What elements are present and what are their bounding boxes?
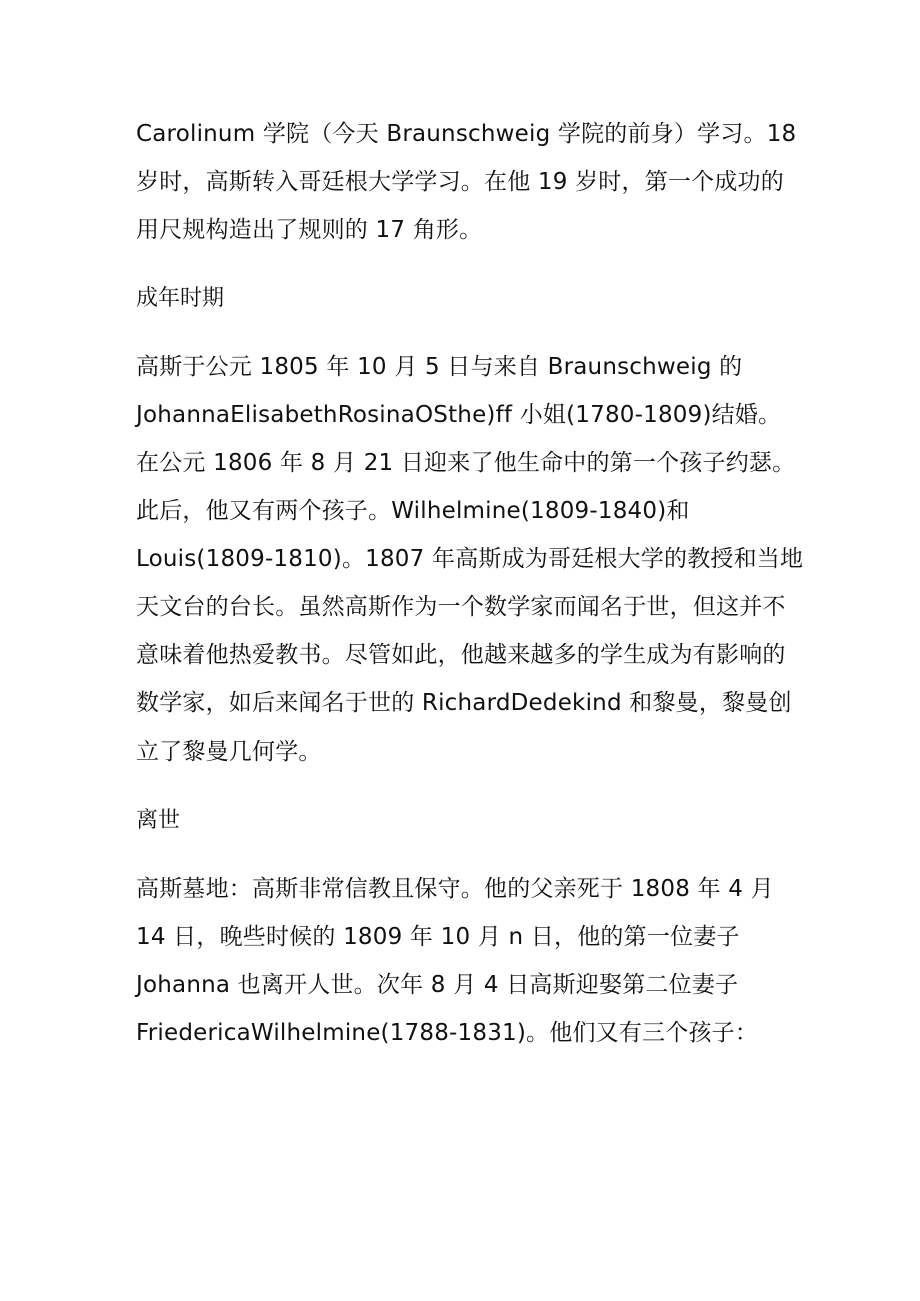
- paragraph-line: Johanna 也离开人世。次年 8 月 4 日高斯迎娶第二位妻子: [136, 972, 739, 998]
- section-heading-death: 离世: [136, 808, 181, 833]
- paragraph-line: Louis(1809-1810)。1807 年高斯成为哥廷根大学的教授和当地: [136, 546, 804, 572]
- paragraph-line: 立了黎曼几何学。: [136, 739, 322, 765]
- paragraph-line: 高斯墓地：高斯非常信教且保守。他的父亲死于 1808 年 4 月: [136, 876, 774, 902]
- paragraph-line: 此后，他又有两个孩子。Wilhelmine(1809-1840)和: [136, 498, 690, 524]
- paragraph-line: JohannaElisabethRosinaOSthe)ff 小姐(1780-1809)结婚。: [136, 402, 782, 428]
- paragraph-line: 高斯于公元 1805 年 10 月 5 日与来自 Braunschweig 的: [136, 354, 743, 380]
- paragraph-line: 岁时，高斯转入哥廷根大学学习。在他 19 岁时，第一个成功的: [136, 169, 784, 195]
- paragraph-line: 用尺规构造出了规则的 17 角形。: [136, 217, 483, 243]
- paragraph-line: 14 日，晚些时候的 1809 年 10 月 n 日，他的第一位妻子: [136, 924, 740, 950]
- paragraph-line: FriedericaWilhelmine(1788-1831)。他们又有三个孩子：: [136, 1020, 759, 1046]
- paragraph-line: 天文台的台长。虽然高斯作为一个数学家而闻名于世，但这并不: [136, 594, 786, 620]
- section-heading-adulthood: 成年时期: [136, 286, 225, 311]
- paragraph-line: 数学家，如后来闻名于世的 RichardDedekind 和黎曼，黎曼创: [136, 690, 792, 716]
- paragraph-line: 在公元 1806 年 8 月 21 日迎来了他生命中的第一个孩子约瑟。: [136, 450, 796, 476]
- paragraph-line: 意味着他热爱教书。尽管如此，他越来越多的学生成为有影响的: [136, 642, 786, 668]
- paragraph-line: Carolinum 学院（今天 Braunschweig 学院的前身）学习。18: [136, 121, 797, 147]
